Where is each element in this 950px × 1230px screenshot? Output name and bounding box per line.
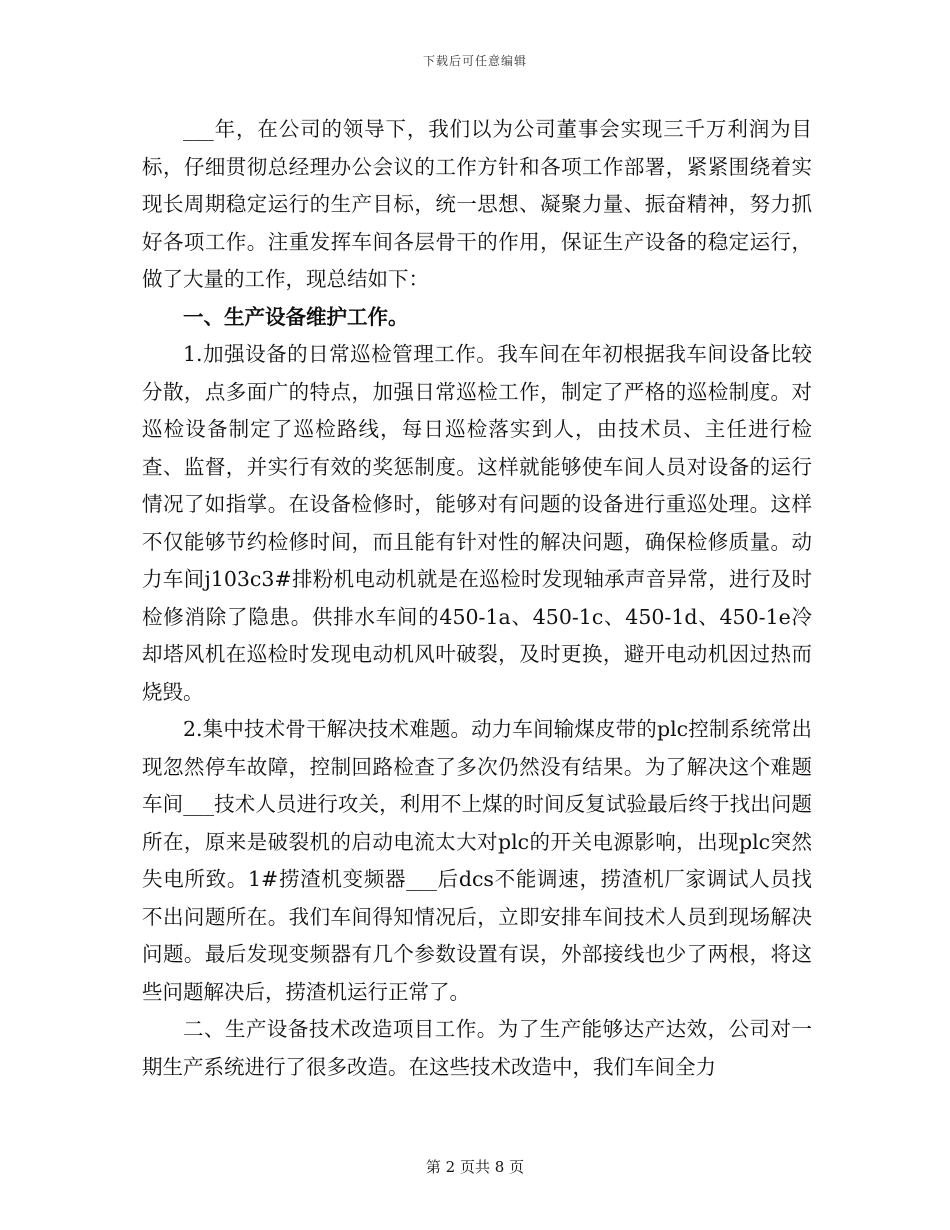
- paragraph-inspection: 1.加强设备的日常巡检管理工作。我车间在年初根据我车间设备比较分散，点多面广的特点，加强日常巡检工作，制定了严格的巡检制度。对巡检设备制定了巡检路线，每日巡检落实到人，由技术员、主任进行检查、监督，并实行有效的奖惩制度。这样就能够使车间人员对设备的运行情况了如指掌。在设备检修时，能够对有问题的设备进行重巡处理。这样不仅能够节约检修时间，而且能有针对性的解决问题，确保检修质量。动力车间j103c3#排粉机电动机就是在巡检时发现轴承声音异常，进行及时检修消除了隐患。供排水车间的450-1a、450-1c、450-1d、450-1e冷却塔风机在巡检时发现电动机风叶破裂，及时更换，避开电动机因过热而烧毁。: [142, 342, 812, 704]
- paragraph-technical-upgrade: 二、生产设备技术改造项目工作。为了生产能够达产达效，公司对一期生产系统进行了很多改造。在这些技术改造中，我们车间全力: [142, 1017, 812, 1079]
- section-heading-maintenance: 一、生产设备维护工作。: [183, 304, 409, 329]
- page-number: 第 2 页共 8 页: [425, 1158, 525, 1176]
- page-header: 下载后可任意编辑: [422, 54, 527, 68]
- paragraph-technical-problems: 2.集中技术骨干解决技术难题。动力车间输煤皮带的plc控制系统常出现忽然停车故障，控制回路检查了多次仍然没有结果。为了解决这个难题车间___技术人员进行攻关，利用不上煤的时间反复试验最后终于找出问题所在，原来是破裂机的启动电流太大对plc的开关电源影响，出现plc突然失电所致。1#捞渣机变频器___后dcs不能调速，捞渣机厂家调试人员找不出问题所在。我们车间得知情况后，立即安排车间技术人员到现场解决问题。最后发现变频器有几个参数设置有误，外部接线也少了两根，将这些问题解决后，捞渣机运行正常了。: [142, 717, 812, 1004]
- document-body: [142, 111, 812, 1086]
- paragraph-intro: ___年，在公司的领导下，我们以为公司董事会实现三千万利润为目标，仔细贯彻总经理办公会议的工作方针和各项工作部署，紧紧围绕着实现长周期稳定运行的生产目标，统一思想、凝聚力量、振奋精神，努力抓好各项工作。注重发挥车间各层骨干的作用，保证生产设备的稳定运行，做了大量的工作，现总结如下：: [142, 117, 812, 291]
